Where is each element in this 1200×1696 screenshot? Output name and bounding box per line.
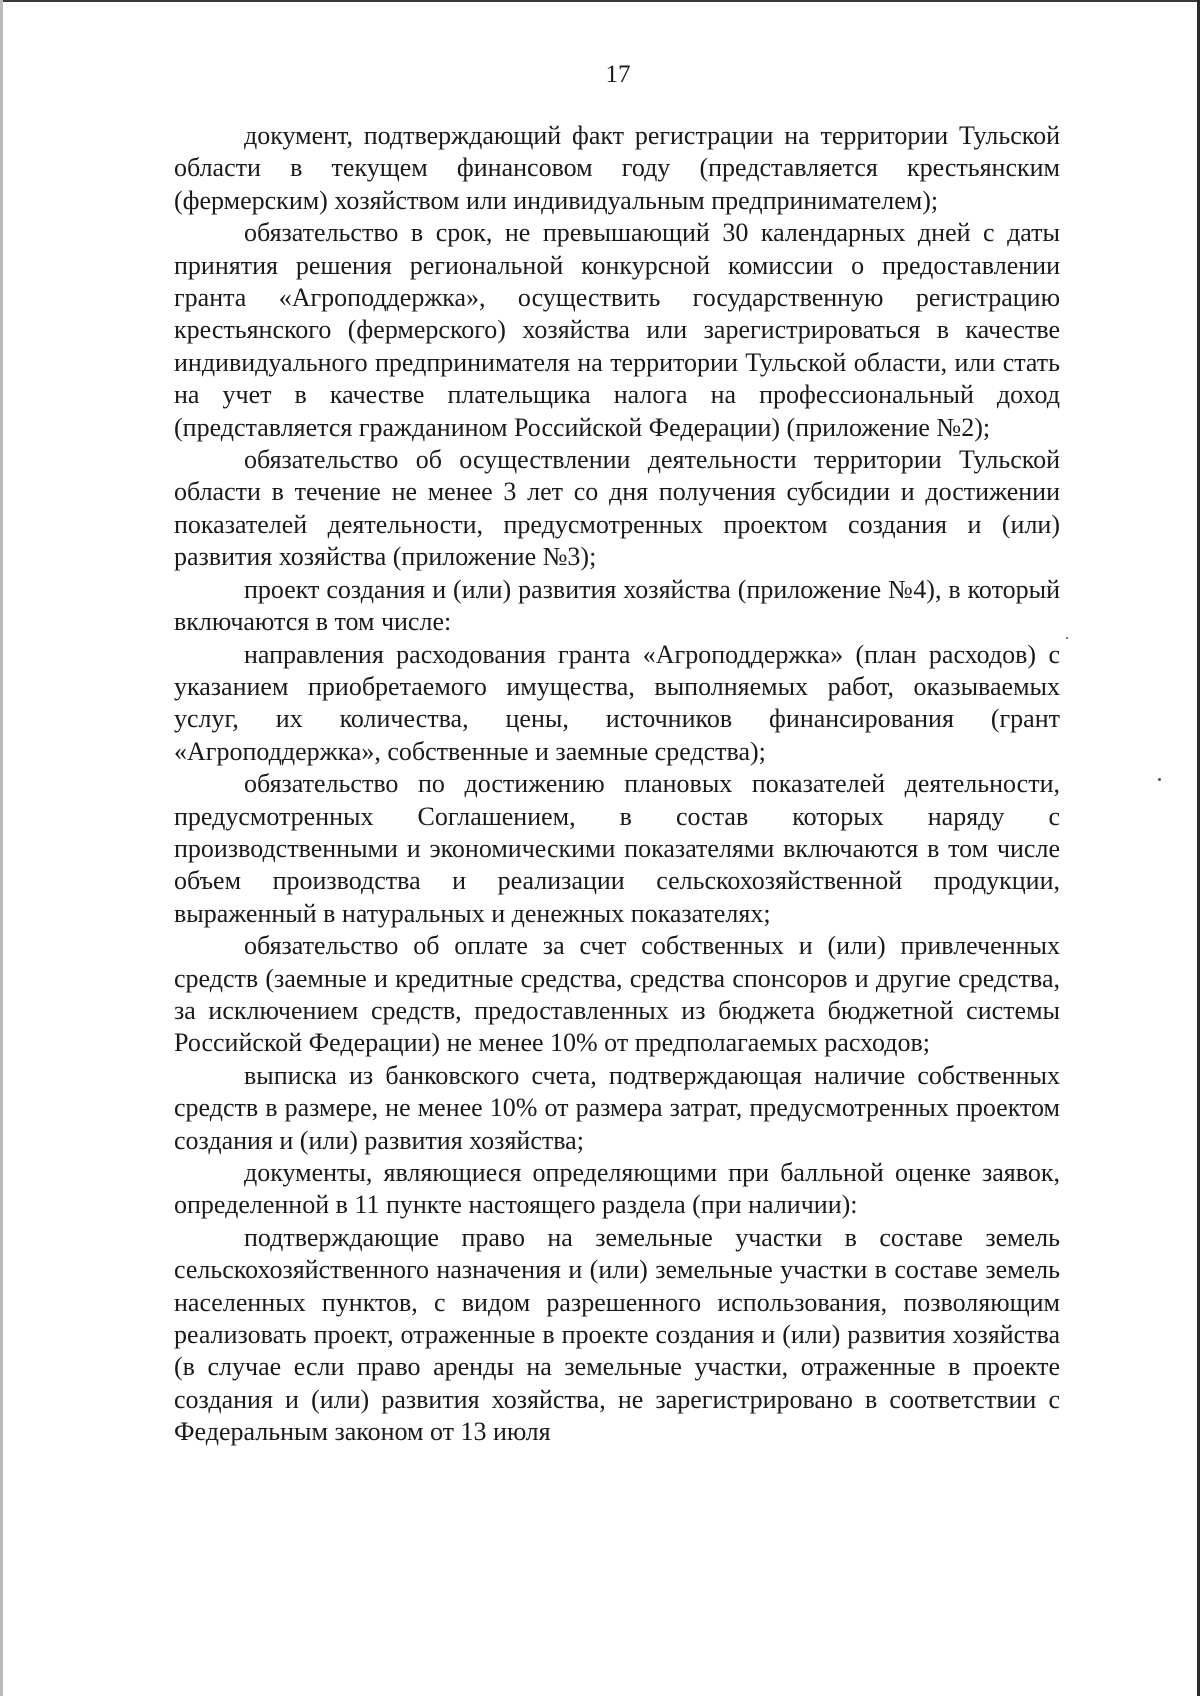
paragraph-spending-directions: направления расходования гранта «Агроподдержка» (план расходов) с указанием приобретаемого имущества, выполняемых работ, оказываемых услуг, их количества, цены, источников финансирования (грант «Агроподдержка», собственные и заемные средства); [174, 639, 1060, 766]
document-body [174, 120, 1060, 1449]
scan-speck [1066, 637, 1068, 639]
scan-speck [1158, 778, 1161, 781]
paragraph-scoring-documents: документы, являющиеся определяющими при балльной оценке заявок, определенной в 11 пункте настоящего раздела (при наличии): [174, 1158, 1060, 1220]
paragraph-performance-obligation: обязательство по достижению плановых показателей деятельности, предусмотренных Соглашением, в состав которых наряду с производственными и экономическими показателями включаются в том числе объем производства и реализации сельскохозяйственной продукции, выраженный в натуральных и денежных показателях; [174, 769, 1060, 928]
paragraph-activity-obligation: обязательство об осуществлении деятельности территории Тульской области в течение не менее 3 лет со дня получения субсидии и достижении показателей деятельности, предусмотренных проектом создания и (или) развития хозяйства (приложение №3); [174, 445, 1060, 572]
paragraph-payment-obligation: обязательство об оплате за счет собственных и (или) привлеченных средств (заемные и кредитные средства, средства спонсоров и другие средства, за исключением средств, предоставленных из бюджета бюджетной системы Российской Федерации) не менее 10% от предполагаемых расходов; [174, 931, 1060, 1058]
scan-edge-left [0, 0, 3, 1696]
paragraph-land-rights: подтверждающие право на земельные участки в составе земель сельскохозяйственного назначения и (или) земельные участки в составе земель населенных пунктов, с видом разрешенного использования, позволяющим реализовать проект, отраженные в проекте создания и (или) развития хозяйства (в случае если право аренды на земельные участки, отраженные в проекте создания и (или) развития хозяйства, не зарегистрировано в соответствии с Федеральным законом от 13 июля [174, 1222, 1060, 1447]
scan-edge-top [0, 0, 1200, 2]
paragraph-registration-document: документ, подтверждающий факт регистрации на территории Тульской области в текущем финансовом году (представляется крестьянским (фермерским) хозяйством или индивидуальным предпринимателем); [174, 121, 1060, 215]
paragraph-farm-project: проект создания и (или) развития хозяйства (приложение №4), в который включаются в том числе: [174, 574, 1060, 637]
page-number: 17 [605, 61, 631, 88]
paragraph-bank-statement: выписка из банковского счета, подтверждающая наличие собственных средств в размере, не менее 10% от размера затрат, предусмотренных проектом создания и (или) развития хозяйства; [174, 1060, 1060, 1155]
paragraph-registration-obligation: обязательство в срок, не превышающий 30 календарных дней с даты принятия решения региональной конкурсной комиссии о предоставлении гранта «Агроподдержка», осуществить государственную регистрацию крестьянского (фермерского) хозяйства или зарегистрироваться в качестве индивидуального предпринимателя на территории Тульской области, или стать на учет в качестве плательщика налога на профессиональный доход (представляется гражданином Российской Федерации) (приложение №2); [174, 218, 1060, 442]
